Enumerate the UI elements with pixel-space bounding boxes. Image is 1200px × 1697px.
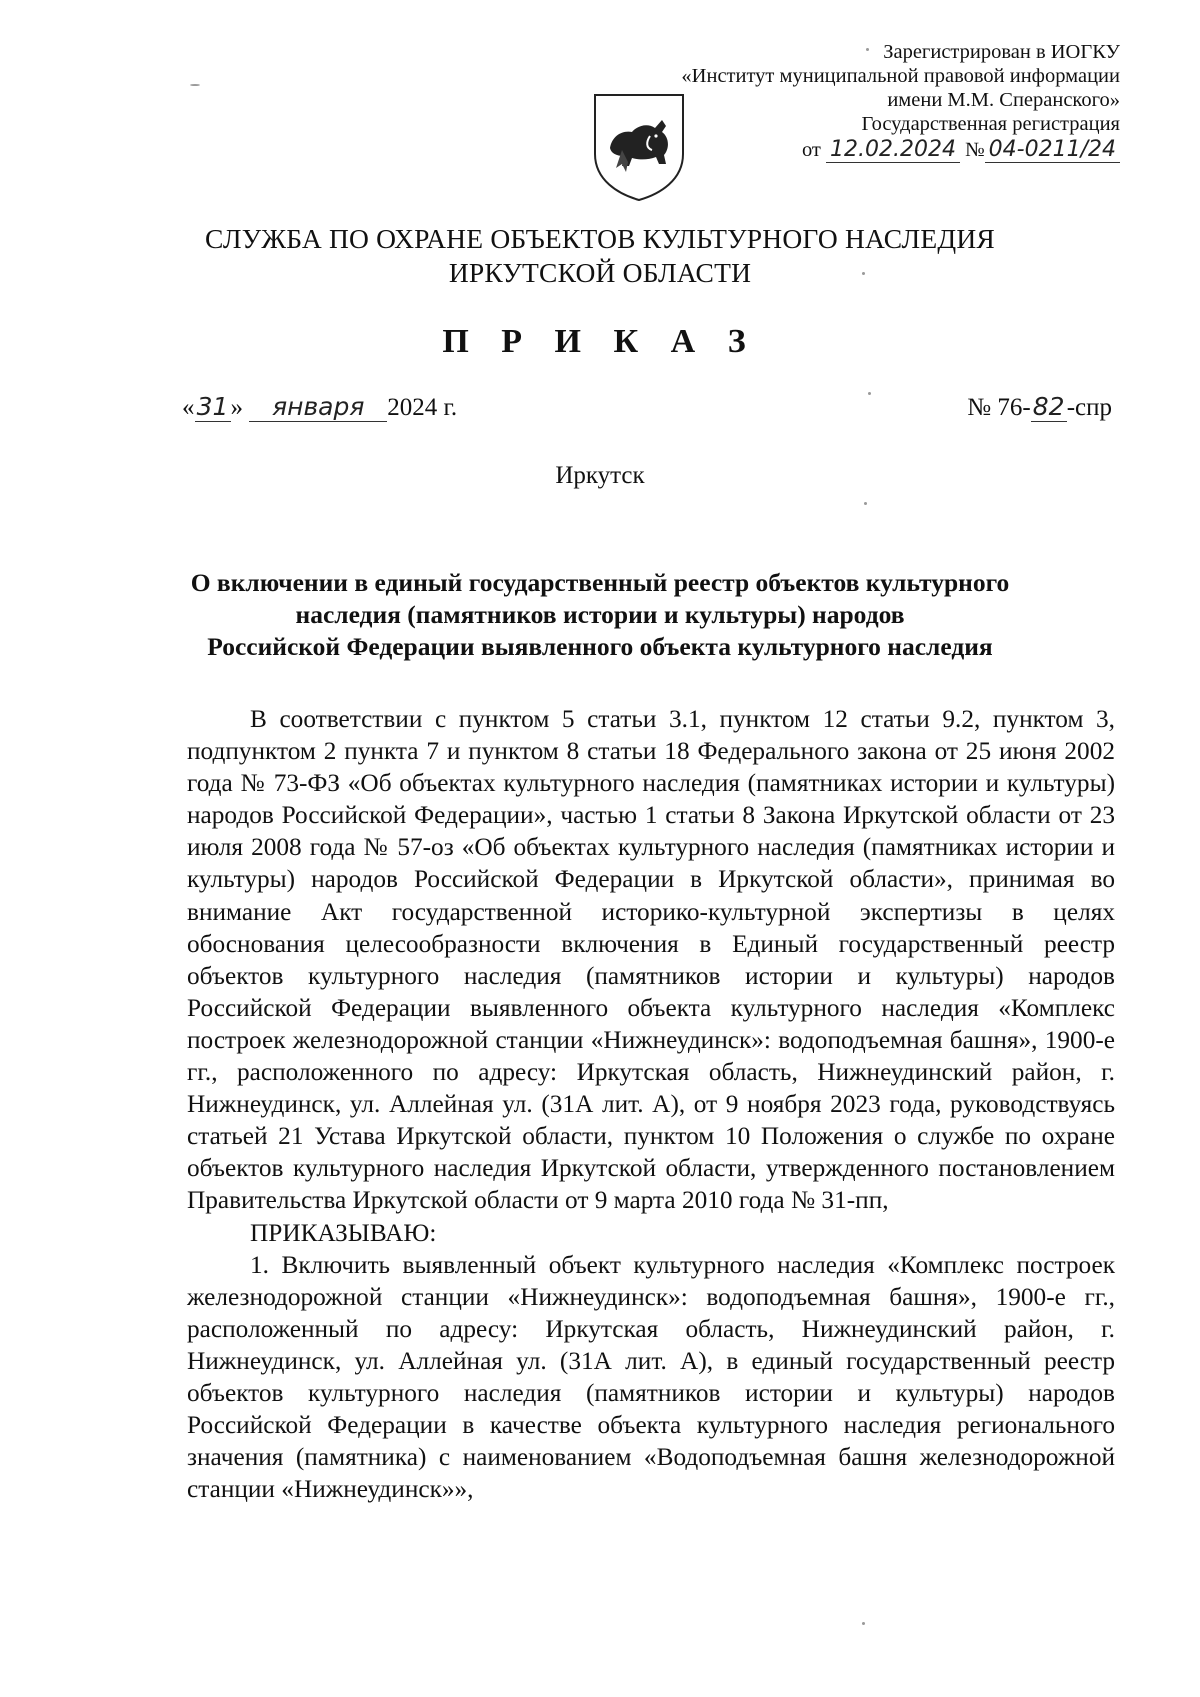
date-open-quote: « [182, 394, 195, 421]
date-day-handwritten: 31 [195, 392, 231, 422]
order-body [187, 703, 1115, 1505]
order-subject [150, 567, 1050, 663]
organization-line-2: ИРКУТСКОЙ ОБЛАСТИ [448, 257, 752, 288]
date-close-quote: » [230, 394, 243, 421]
registration-line-4: Государственная регистрация [861, 113, 1120, 135]
registration-number-prefix: № [965, 139, 985, 161]
scan-speck [868, 392, 871, 395]
order-number [967, 392, 1112, 422]
registration-line-3: имени М.М. Сперанского» [887, 89, 1120, 111]
scan-speck [864, 502, 867, 505]
registration-number-handwritten: 04-0211/24 [985, 138, 1120, 163]
order-number-prefix: № 76- [967, 394, 1031, 421]
registration-line-1: Зарегистрирован в ИОГКУ [883, 41, 1120, 63]
order-word: ПРИКАЗЫВАЮ: [250, 1218, 437, 1247]
registration-line-2: «Институт муниципальной правовой информации [681, 65, 1120, 87]
registration-date-prefix: от [801, 139, 821, 161]
order-number-suffix: -спр [1066, 394, 1112, 421]
coat-of-arms-icon [592, 92, 686, 202]
scan-speck [190, 84, 200, 86]
order-number-handwritten: 82 [1031, 392, 1067, 422]
preamble-paragraph: В соответствии с пунктом 5 статьи 3.1, пунктом 12 статьи 9.2, пунктом 3, подпунктом 2 пункта 7 и пунктом 8 статьи 18 Федерального закона от 25 июня 2002 года № 73-ФЗ «Об объектах культурного наследия (памятниках истории и культуры) народов Российской Федерации», частью 1 статьи 8 Закона Иркутской области от 23 июля 2008 года № 57-оз «Об объектах культурного наследия (памятниках истории и культуры) народов Российской Федерации в Иркутской области», принимая во внимание Акт государственной историко-культурной экспертизы в целях обоснования целесообразности включения в Единый государственный реестр объектов культурного наследия (памятников истории и культуры) народов Российской Федерации выявленного объекта культурного наследия «Комплекс построек железнодорожной станции «Нижнеудинск»: водоподъемная башня», 1900-е гг., расположенного по адресу: Иркутская область, Нижнеудинский район, г. Нижнеудинск, ул. Аллейная ул. (31А лит. А), от 9 ноября 2023 года, руководствуясь статьей 21 Устава Иркутской области, пунктом 10 Положения о службе по охране объектов культурного наследия Иркутской области, утвержденного постановлением Правительства Иркутской области от 9 марта 2010 года № 31-пп, [187, 705, 1115, 1215]
registration-number-line [681, 138, 1120, 163]
date-year: 2024 г. [387, 394, 458, 421]
order-item-1: 1. Включить выявленный объект культурного наследия «Комплекс построек железнодорожной станции «Нижнеудинск»: водоподъемная башня», 1900-е гг., расположенный по адресу: Иркутская область, Нижнеудинский район, г. Нижнеудинск, ул. Аллейная ул. (31А лит. А), в единый государственный реестр объектов культурного наследия (памятников истории и культуры) народов Российской Федерации в качестве объекта культурного наследия регионального значения (памятника) с наименованием «Водоподъемная башня железнодорожной станции «Нижнеудинск»», [187, 1250, 1115, 1504]
scan-speck [866, 48, 869, 51]
scan-speck [862, 1622, 865, 1625]
subject-line-1: О включении в единый государственный реестр объектов культурного [190, 568, 1010, 597]
subject-line-2: наследия (памятников истории и культуры) народов [295, 600, 905, 629]
organization-name [0, 222, 1200, 290]
scan-speck [862, 272, 865, 275]
city-name: Иркутск [555, 462, 645, 489]
subject-line-3: Российской Федерации выявленного объекта культурного наследия [207, 632, 993, 661]
order-date [182, 392, 457, 422]
organization-line-1: СЛУЖБА ПО ОХРАНЕ ОБЪЕКТОВ КУЛЬТУРНОГО НАСЛЕДИЯ [205, 223, 995, 254]
date-month-handwritten: января [249, 392, 387, 422]
registration-stamp [681, 40, 1120, 163]
order-date-row [182, 392, 1112, 426]
document-title: П Р И К А З [442, 323, 758, 360]
registration-date-handwritten: 12.02.2024 [826, 138, 960, 163]
